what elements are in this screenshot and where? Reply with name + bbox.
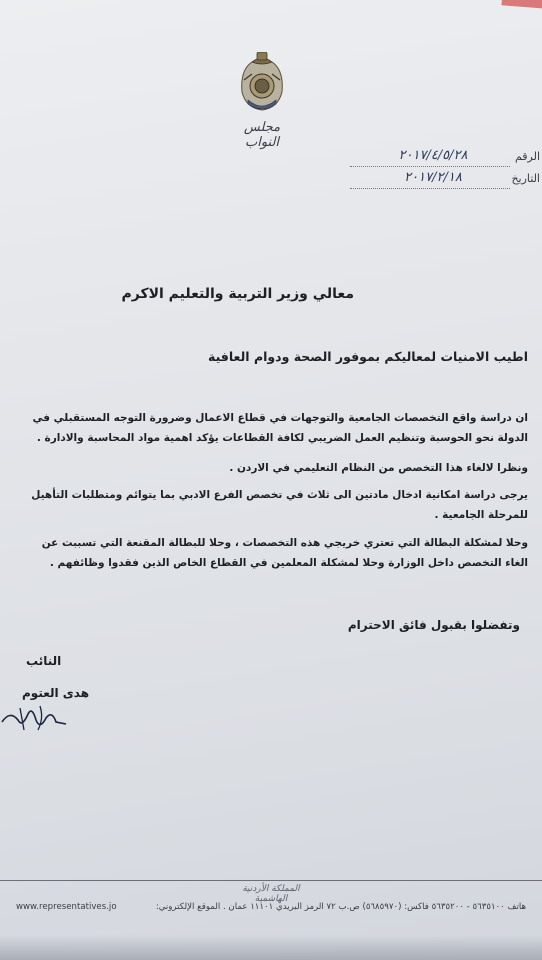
date-row bbox=[342, 170, 542, 192]
greeting-line: اطيب الامنيات لمعاليكم بموفور الصحة ودوام العافية bbox=[208, 349, 528, 364]
signature-icon bbox=[0, 700, 70, 736]
reference-row bbox=[342, 148, 542, 170]
reference-number: ٢٠١٧/٤/٥/٢٨ bbox=[398, 148, 468, 163]
date-label: التاريخ bbox=[511, 172, 540, 185]
date-value: ٢٠١٧/٢/١٨ bbox=[404, 170, 462, 185]
reference-block bbox=[342, 148, 542, 192]
paragraph-2: ونظرا لالغاء هذا التخصص من النظام التعليمي في الاردن . bbox=[229, 462, 528, 474]
coat-of-arms-icon bbox=[238, 52, 286, 114]
bottom-shadow bbox=[0, 935, 542, 960]
footer-divider bbox=[0, 880, 542, 881]
reference-label: الرقم bbox=[514, 150, 540, 163]
reference-dotted-line bbox=[350, 166, 510, 167]
footer-contact bbox=[16, 902, 526, 912]
council-name: مجلس النواب bbox=[243, 120, 281, 150]
footer-contact-text: هاتف ٥٦٣٥١٠٠ - ٥٦٣٥٢٠٠ فاكس: (٥٦٨٥٩٧٠) ص.ب ٧٢ الرمز البريدي ١١١٠١ عمان . الموقع الإلكتروني: bbox=[155, 902, 526, 912]
closing-line: وتفضلوا بقبول فائق الاحترام bbox=[347, 618, 520, 632]
date-dotted-line bbox=[350, 188, 510, 189]
signer-name: هدى العتوم bbox=[22, 686, 90, 700]
signer-title: النائب bbox=[26, 654, 62, 668]
red-corner-edge bbox=[501, 0, 542, 10]
addressee-line: معالي وزير التربية والتعليم الاكرم bbox=[121, 286, 354, 302]
footer-website: www.representatives.jo bbox=[16, 902, 117, 912]
paragraph-1: ان دراسة واقع التخصصات الجامعية والتوجهات في قطاع الاعمال وضرورة التوجه المستقبلي في الدولة نحو الحوسبة وتنظيم العمل الضريبي لكافة القطاعات يؤكد اهمية مواد المحاسبة والادارة . bbox=[32, 412, 528, 444]
paragraph-4: وحلا لمشكلة البطالة التي تعتري خريجي هذه التخصصات ، وحلا للبطالة المقنعة التي تسببت عن الغاء التخصص داخل الوزارة وحلا لمشكلة المعلمين في القطاع الخاص الذين فقدوا وظائفهم . bbox=[41, 537, 528, 569]
paragraph-3: يرجى دراسة امكانية ادخال مادتين الى ثلاث في تخصص الفرع الادبي بما يتوائم ومتطلبات التأهيل للمرحلة الجامعية . bbox=[31, 489, 528, 521]
footer-seal: المملكة الأردنية الهاشمية bbox=[242, 884, 300, 904]
